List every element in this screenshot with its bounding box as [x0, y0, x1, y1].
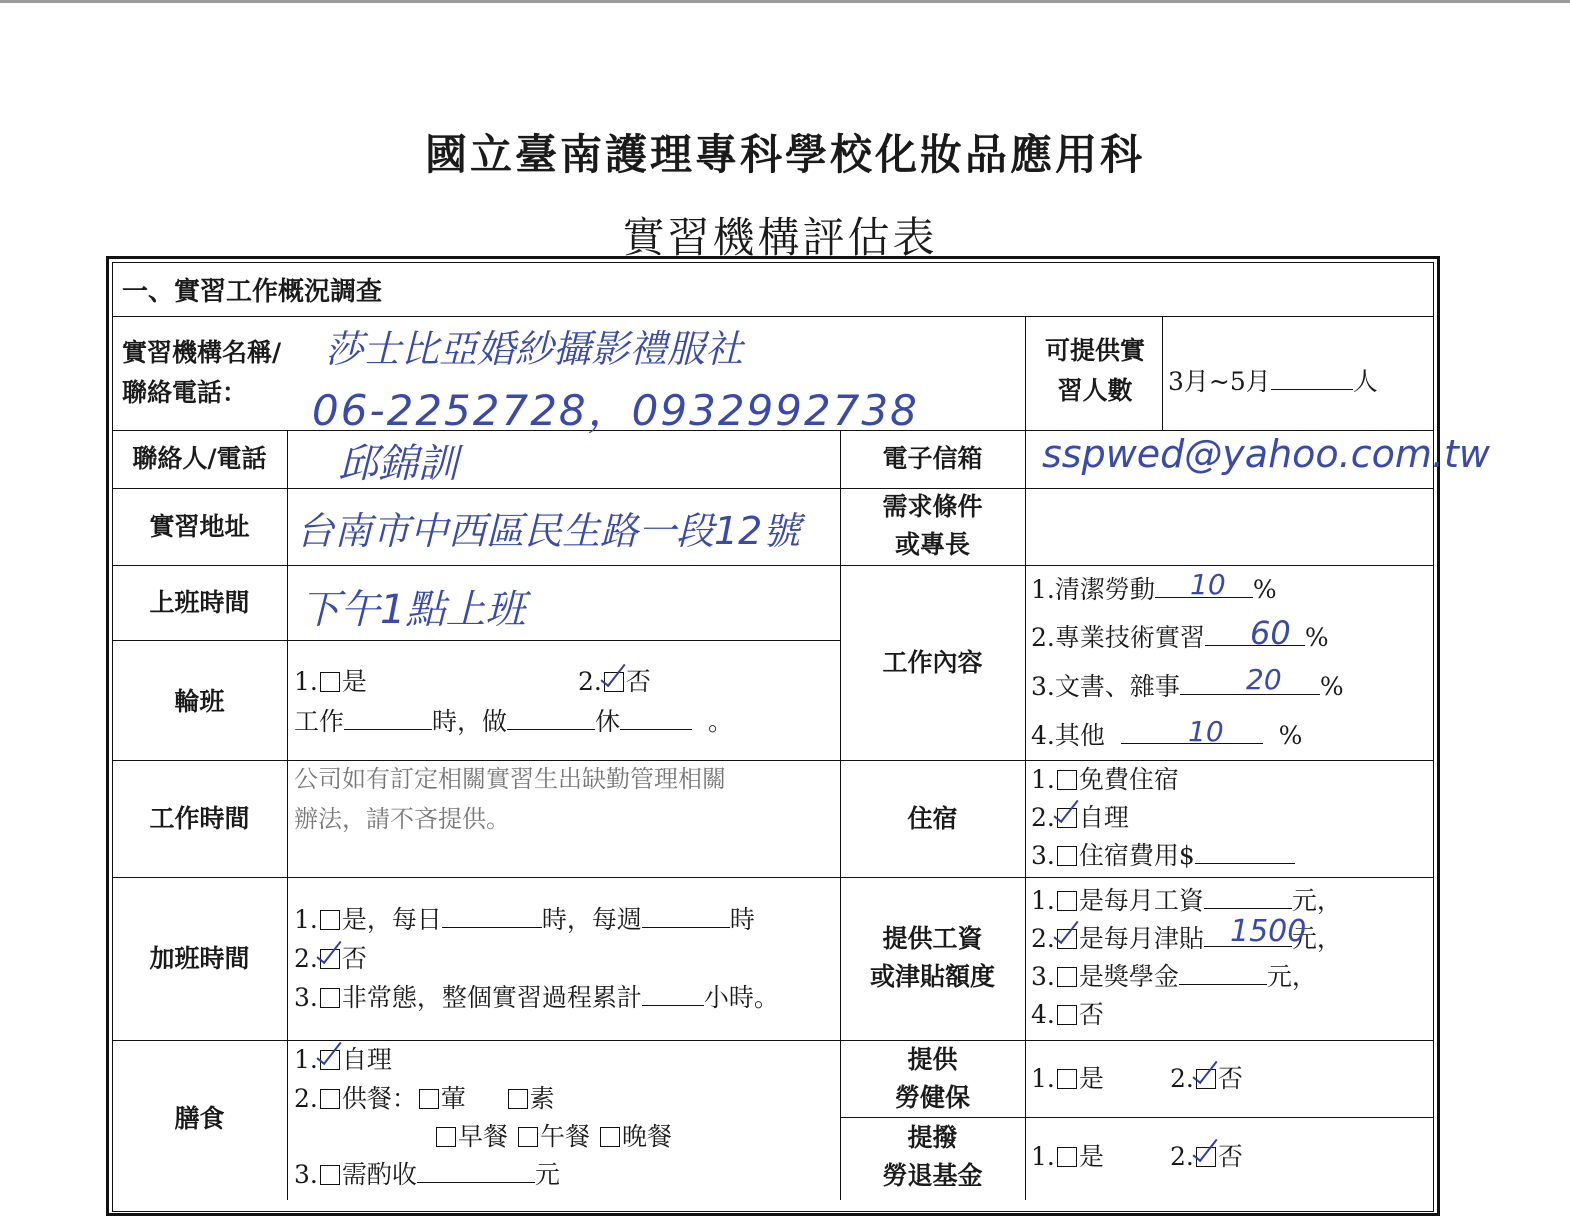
- org-name-label: 實習機構名稱/: [122, 338, 282, 367]
- contact-handwritten: 邱錦訓: [338, 441, 458, 487]
- overtime-opt-no: 2. 否: [294, 944, 367, 973]
- email-label: 電子信箱: [882, 444, 983, 473]
- requirement-label: 需求條件: [882, 492, 983, 521]
- checkbox-checked[interactable]: [1196, 1147, 1216, 1167]
- rule: [112, 877, 1434, 878]
- job-item-value: 20: [1246, 663, 1282, 696]
- lodging-label: 住宿: [907, 804, 958, 833]
- work-time-note: 公司如有訂定相關實習生出缺勤管理相關: [294, 765, 726, 793]
- rule: [112, 760, 1434, 761]
- requirement-label-2: 或專長: [894, 530, 970, 559]
- checkbox[interactable]: [436, 1127, 456, 1147]
- checkbox[interactable]: [419, 1089, 439, 1109]
- email-handwritten: sspwed@yahoo.com.tw: [1042, 432, 1490, 476]
- rule: [1025, 430, 1026, 1200]
- checkbox[interactable]: [600, 1127, 620, 1147]
- meals-opt-self: 1. 自理: [294, 1045, 392, 1074]
- capacity-label: 可提供實: [1044, 336, 1145, 365]
- checkbox[interactable]: [508, 1089, 528, 1109]
- work-time-label: 工作時間: [149, 804, 250, 833]
- section-title: 一、實習工作概況調查: [122, 277, 383, 307]
- checkbox[interactable]: [1057, 1005, 1077, 1025]
- checkbox[interactable]: [1057, 846, 1077, 866]
- overtime-opt-yes: 1. 是，每日 時，每週 時: [294, 905, 755, 934]
- pay-label: 提供工資: [882, 924, 983, 953]
- rule: [112, 565, 1434, 566]
- insurance-label-2: 勞健保: [894, 1083, 970, 1112]
- checkbox[interactable]: [1057, 967, 1077, 987]
- meals-label: 膳食: [174, 1104, 225, 1133]
- address-label: 實習地址: [149, 512, 250, 541]
- meals-opt-fee: 3. 需酌收 元: [294, 1160, 560, 1189]
- capacity-field: 3月~5月 人: [1168, 367, 1378, 396]
- shift-opt-no: 2. 否: [578, 667, 651, 696]
- pay-label-2: 或津貼額度: [869, 962, 995, 991]
- lodging-opt-fee: 3. 住宿費用$: [1031, 841, 1295, 871]
- shift-opt-yes: 1. 是: [294, 667, 367, 696]
- job-item: 2.專業技術實習 %: [1031, 623, 1329, 652]
- rule: [840, 1117, 1434, 1118]
- pay-opt-allowance: 2. 是每月津貼 元，: [1031, 924, 1342, 953]
- shift-detail: 工作 時，做 休 。: [294, 707, 733, 736]
- phone-handwritten: 06-2252728，0932992738: [312, 386, 919, 435]
- checkbox[interactable]: [320, 672, 340, 692]
- work-hours-label: 上班時間: [149, 588, 250, 617]
- job-item-value: 60: [1250, 614, 1291, 652]
- address-handwritten: 台南市中西區民生路一段12號: [296, 509, 801, 553]
- checkbox-checked[interactable]: [320, 1050, 340, 1070]
- capacity-label-2: 習人數: [1057, 376, 1133, 405]
- job-item: 4.其他 %: [1031, 721, 1303, 750]
- meals-opt-provided: 2. 供餐： 葷 素: [294, 1084, 555, 1113]
- checkbox[interactable]: [320, 1089, 340, 1109]
- rule: [112, 1040, 1434, 1041]
- checkbox[interactable]: [518, 1127, 538, 1147]
- insurance-label: 提供: [907, 1045, 958, 1074]
- insurance-opt-no: 2. 否: [1170, 1064, 1243, 1093]
- checkbox[interactable]: [1057, 770, 1077, 790]
- rule: [112, 488, 1434, 489]
- job-item-value: 10: [1188, 715, 1224, 748]
- checkbox-checked[interactable]: [1196, 1069, 1216, 1089]
- checkbox[interactable]: [320, 1165, 340, 1185]
- rule: [1162, 316, 1163, 430]
- checkbox[interactable]: [320, 910, 340, 930]
- pension-label: 提撥: [907, 1123, 958, 1152]
- overtime-opt-irregular: 3. 非常態，整個實習過程累計 小時。: [294, 983, 779, 1012]
- pay-opt-no: 4. 否: [1031, 1000, 1104, 1029]
- overtime-label: 加班時間: [149, 944, 250, 973]
- phone-label: 聯絡電話：: [122, 378, 248, 407]
- pension-opt-yes: 1. 是: [1031, 1142, 1104, 1171]
- checkbox[interactable]: [1057, 1069, 1077, 1089]
- job-content-label: 工作內容: [882, 648, 983, 677]
- work-time-note-2: 辦法，請不吝提供。: [294, 805, 510, 833]
- shift-label: 輪班: [174, 687, 225, 716]
- meals-times: 早餐 午餐 晚餐: [434, 1122, 672, 1152]
- checkbox-checked[interactable]: [1057, 808, 1077, 828]
- work-hours-handwritten: 下午1點上班: [300, 587, 526, 633]
- lodging-opt-self: 2. 自理: [1031, 803, 1129, 832]
- checkbox-checked[interactable]: [1057, 929, 1077, 949]
- contact-label: 聯絡人/電話: [132, 444, 267, 473]
- checkbox-checked[interactable]: [604, 672, 624, 692]
- checkbox[interactable]: [320, 988, 340, 1008]
- pay-opt-wage: 1. 是每月工資 元，: [1031, 886, 1342, 915]
- scan-top-edge: [0, 0, 1570, 3]
- checkbox[interactable]: [1057, 1147, 1077, 1167]
- rule: [287, 430, 288, 1200]
- school-title: 國立臺南護理專科學校化妝品應用科: [424, 130, 1145, 179]
- insurance-opt-yes: 1. 是: [1031, 1064, 1104, 1093]
- form-title: 實習機構評估表: [622, 213, 938, 262]
- lodging-opt-free: 1. 免費住宿: [1031, 765, 1179, 794]
- rule: [1025, 316, 1026, 430]
- checkbox[interactable]: [1057, 891, 1077, 911]
- rule: [112, 316, 1434, 317]
- checkbox-checked[interactable]: [320, 949, 340, 969]
- job-item-value: 10: [1190, 568, 1226, 601]
- job-item: 1.清潔勞動 %: [1031, 575, 1277, 604]
- pension-opt-no: 2. 否: [1170, 1142, 1243, 1171]
- rule: [112, 640, 840, 641]
- pension-label-2: 勞退基金: [882, 1161, 983, 1190]
- pay-allowance-value: 1500: [1230, 914, 1307, 949]
- pay-opt-scholarship: 3. 是獎學金 元，: [1031, 962, 1317, 991]
- org-name-handwritten: 莎士比亞婚紗攝影禮服社: [325, 327, 744, 371]
- job-item: 3.文書、雜事 %: [1031, 672, 1344, 701]
